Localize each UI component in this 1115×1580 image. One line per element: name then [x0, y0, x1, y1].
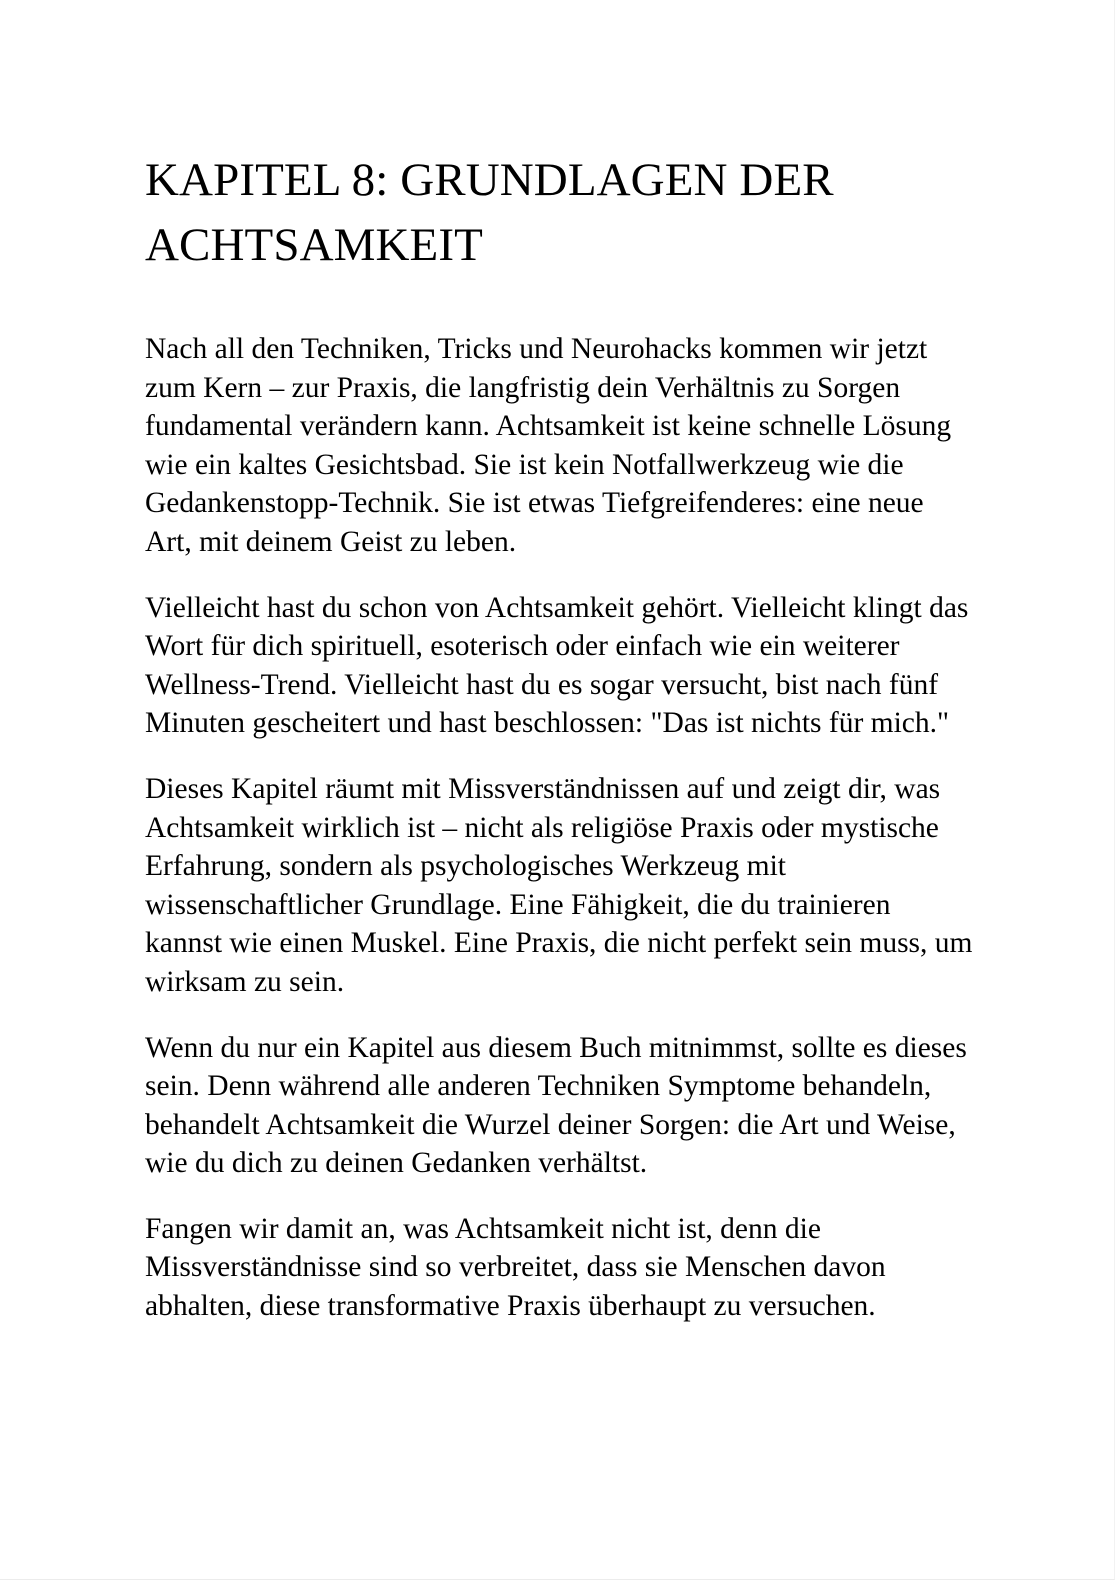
paragraph: Wenn du nur ein Kapitel aus diesem Buch mitnimmst, sollte es dieses sein. Denn während alle anderen Techniken Symptome behandeln, behandelt Achtsamkeit die Wurzel deiner Sorgen: die Art und Weise, wie du dich zu deinen Gedanken verhältst. — [145, 1031, 967, 1180]
chapter-title: KAPITEL 8: GRUNDLAGEN DER ACHTSAMKEIT — [145, 154, 834, 271]
paragraph: Nach all den Techniken, Tricks und Neurohacks kommen wir jetzt zum Kern – zur Praxis, die langfristig dein Verhältnis zu Sorgen fundamental verändern kann. Achtsamkeit ist keine schnelle Lösung wie ein kaltes Gesichtsbad. Sie ist kein Notfallwerkzeug wie die Gedankenstopp-Technik. Sie ist etwas Tiefgreifenderes: eine neue Art, mit deinem Geist zu leben. — [145, 333, 952, 558]
chapter-body — [145, 330, 973, 1326]
paragraph: Dieses Kapitel räumt mit Missverständnissen auf und zeigt dir, was Achtsamkeit wirklich ist – nicht als religiöse Praxis oder mystische Erfahrung, sondern als psychologisches Werkzeug mit wissenschaftlicher Grundlage. Eine Fähigkeit, die du trainieren kannst wie einen Muskel. Eine Praxis, die nicht perfekt sein muss, um wirksam zu sein. — [145, 772, 973, 998]
paragraph: Vielleicht hast du schon von Achtsamkeit gehört. Vielleicht klingt das Wort für dich spirituell, esoterisch oder einfach wie ein weiterer Wellness-Trend. Vielleicht hast du es sogar versucht, bist nach fünf Minuten gescheitert und hast beschlossen: "Das ist nichts für mich." — [145, 591, 969, 740]
page-content — [145, 148, 973, 1326]
paragraph: Fangen wir damit an, was Achtsamkeit nicht ist, denn die Missverständnisse sind so verbreitet, dass sie Menschen davon abhalten, diese transformative Praxis überhaupt zu versuchen. — [145, 1212, 886, 1323]
